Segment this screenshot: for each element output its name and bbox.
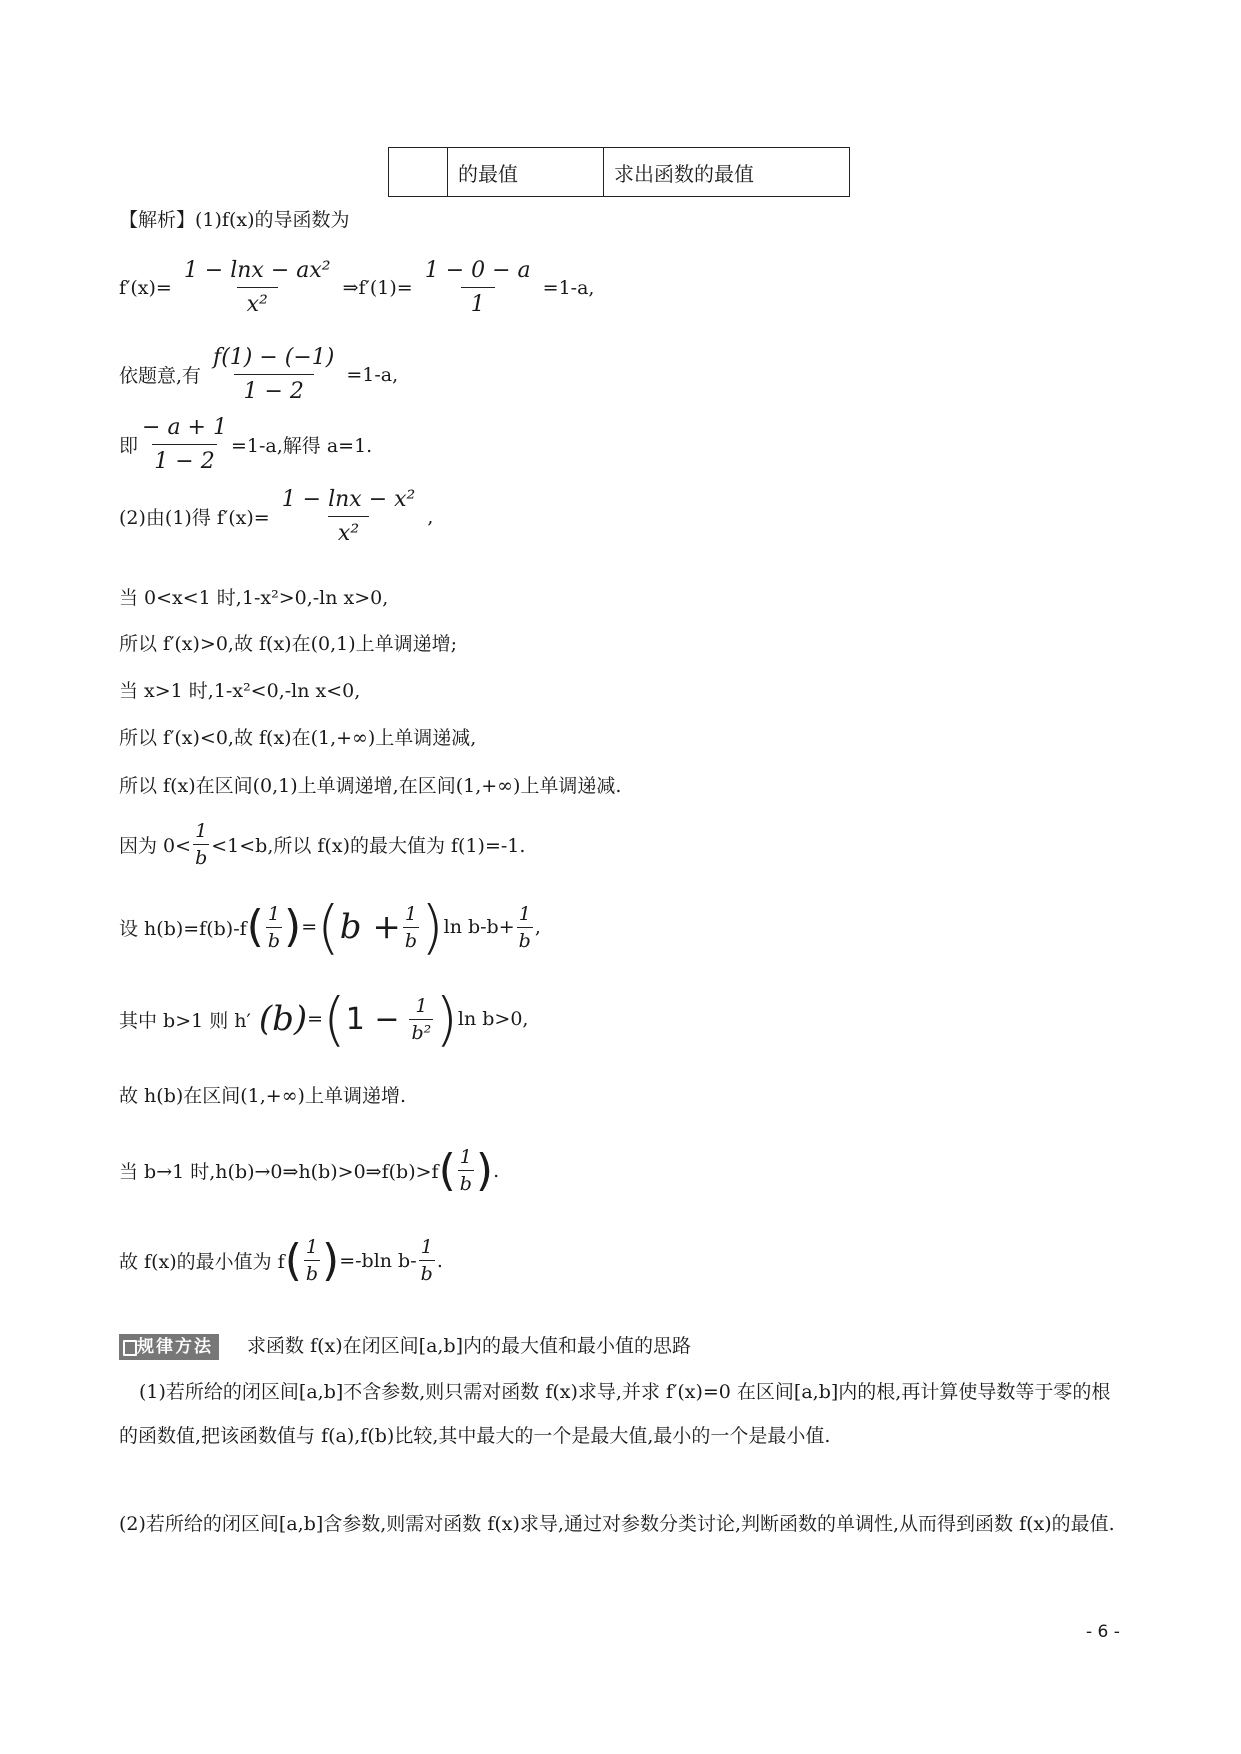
text: (2)由(1)得 f′(x)= — [119, 507, 270, 529]
method-paragraph-1: (1)若所给的闭区间[a,b]不含参数,则只需对函数 f(x)求导,并求 f′(x)=0 在区间[a,b]内的根,再计算使导数等于零的根的函数值,把该函数值与 f(a),f(b)比较,其中最大的一个是最大值,最小的一个是最小值. — [119, 1381, 1111, 1447]
numerator: f(1) − (−1) — [213, 345, 335, 370]
text: 其中 b>1 则 h′ — [119, 1009, 251, 1032]
part2-line — [119, 487, 433, 546]
denominator: 1 — [461, 287, 495, 317]
right-paren: ) — [475, 1144, 494, 1196]
fraction — [266, 903, 282, 952]
method-badge: 规律方法 — [119, 1334, 219, 1360]
text: = — [307, 1008, 324, 1030]
fraction — [140, 415, 229, 474]
numerator: 1 − lnx − x² — [281, 487, 416, 512]
text: 故 f(x)的最小值为 f — [119, 1251, 285, 1273]
numerator: 1 — [459, 1146, 472, 1168]
denominator: 1 − 2 — [152, 444, 216, 474]
page-number: - 6 - — [1086, 1622, 1120, 1642]
text-line: 所以 f(x)在区间(0,1)上单调递增,在区间(1,+∞)上单调递减. — [119, 775, 622, 797]
max-line — [119, 820, 525, 869]
fraction — [193, 820, 209, 869]
numerator: 1 — [415, 994, 428, 1017]
text: =1-a,解得 a=1. — [230, 435, 373, 457]
left-paren: ( — [246, 901, 264, 952]
text: =-bln b- — [339, 1249, 417, 1272]
denominator: x² — [237, 287, 278, 317]
top-table — [388, 147, 850, 197]
right-paren: ) — [322, 1234, 340, 1286]
numerator: 1 — [195, 820, 208, 842]
right-paren: ) — [420, 893, 444, 961]
method-paragraph-2: (2)若所给的闭区间[a,b]含参数,则需对函数 f(x)求导,通过对参数分类讨论,判断函数的单调性,从而得到函数 f(x)的最值. — [119, 1513, 1115, 1535]
numerator: 1 — [267, 902, 280, 925]
table-cell: 求出函数的最值 — [604, 148, 850, 197]
denominator: 1 − 2 — [234, 374, 314, 404]
analysis-heading: 【解析】(1)f(x)的导函数为 — [119, 209, 350, 231]
numerator: 1 — [420, 1236, 433, 1258]
text: 即 — [119, 435, 139, 457]
right-paren: ) — [435, 985, 458, 1053]
fraction — [517, 903, 533, 952]
text: , — [534, 916, 541, 938]
text-line: 当 0<x<1 时,1-x²>0,-ln x>0, — [119, 587, 389, 609]
numerator: 1 − 0 − a — [424, 258, 531, 283]
right-paren: ) — [284, 901, 302, 952]
fraction — [272, 487, 426, 546]
numerator: 1 − lnx − ax² — [183, 258, 331, 283]
denominator: b — [193, 844, 209, 869]
fraction — [403, 903, 419, 952]
numerator: 1 — [305, 1236, 318, 1258]
derivative-line — [119, 258, 594, 317]
text: 当 b→1 时,h(b)→0⇒h(b)>0⇒f(b)>f — [119, 1161, 439, 1183]
text: = — [301, 916, 318, 938]
text: . — [436, 1249, 443, 1272]
text: =1-a, — [542, 276, 595, 299]
denominator: b — [403, 927, 419, 952]
condition-line — [119, 345, 398, 404]
text: f′(x)= — [119, 276, 172, 299]
left-paren: ( — [323, 985, 346, 1053]
denominator: b² — [409, 1019, 433, 1044]
min-line — [119, 1236, 443, 1285]
fraction — [415, 258, 541, 317]
text: ln b-b+ — [443, 916, 515, 938]
solve-line — [119, 415, 372, 474]
denominator: x² — [328, 516, 369, 546]
numerator: 1 — [404, 902, 417, 925]
text: . — [493, 1159, 500, 1182]
left-paren: ( — [317, 893, 340, 961]
text: , — [427, 505, 434, 528]
table-cell — [389, 148, 448, 197]
fraction — [203, 345, 344, 404]
h-derivative-line — [119, 985, 529, 1053]
numerator: − a + 1 — [142, 415, 227, 440]
limit-line — [119, 1146, 499, 1195]
text: (b) — [258, 999, 308, 1039]
denominator: b — [419, 1260, 435, 1285]
fraction — [458, 1146, 474, 1195]
denominator: b — [517, 927, 533, 952]
left-paren: ( — [438, 1144, 456, 1196]
h-definition-line — [119, 893, 541, 961]
text-line: 所以 f′(x)<0,故 f(x)在(1,+∞)上单调递减, — [119, 727, 477, 749]
fraction — [304, 1236, 320, 1285]
text-line: 故 h(b)在区间(1,+∞)上单调递增. — [119, 1085, 407, 1107]
method-title: 求函数 f(x)在闭区间[a,b]内的最大值和最小值的思路 — [247, 1335, 692, 1357]
text: ln b>0, — [457, 1008, 529, 1030]
denominator: b — [266, 927, 282, 952]
text: b + — [339, 907, 401, 947]
denominator: b — [304, 1260, 320, 1285]
text: 1 − — [345, 1001, 400, 1037]
fraction — [174, 258, 341, 317]
text: <1<b,所以 f(x)的最大值为 f(1)=-1. — [211, 835, 526, 857]
method-header — [119, 1334, 691, 1360]
text-line: 当 x>1 时,1-x²<0,-ln x<0, — [119, 680, 361, 702]
text: 依题意,有 — [119, 365, 202, 387]
fraction — [419, 1236, 435, 1285]
numerator: 1 — [518, 902, 531, 925]
text: =1-a, — [346, 363, 399, 386]
text: ⇒f′(1)= — [342, 276, 413, 299]
text: 因为 0< — [119, 835, 192, 857]
denominator: b — [458, 1170, 474, 1195]
table-cell: 的最值 — [448, 148, 604, 197]
fraction — [409, 995, 433, 1044]
text-line: 所以 f′(x)>0,故 f(x)在(0,1)上单调递增; — [119, 633, 458, 655]
left-paren: ( — [284, 1234, 302, 1286]
text: 设 h(b)=f(b)-f — [119, 917, 247, 940]
